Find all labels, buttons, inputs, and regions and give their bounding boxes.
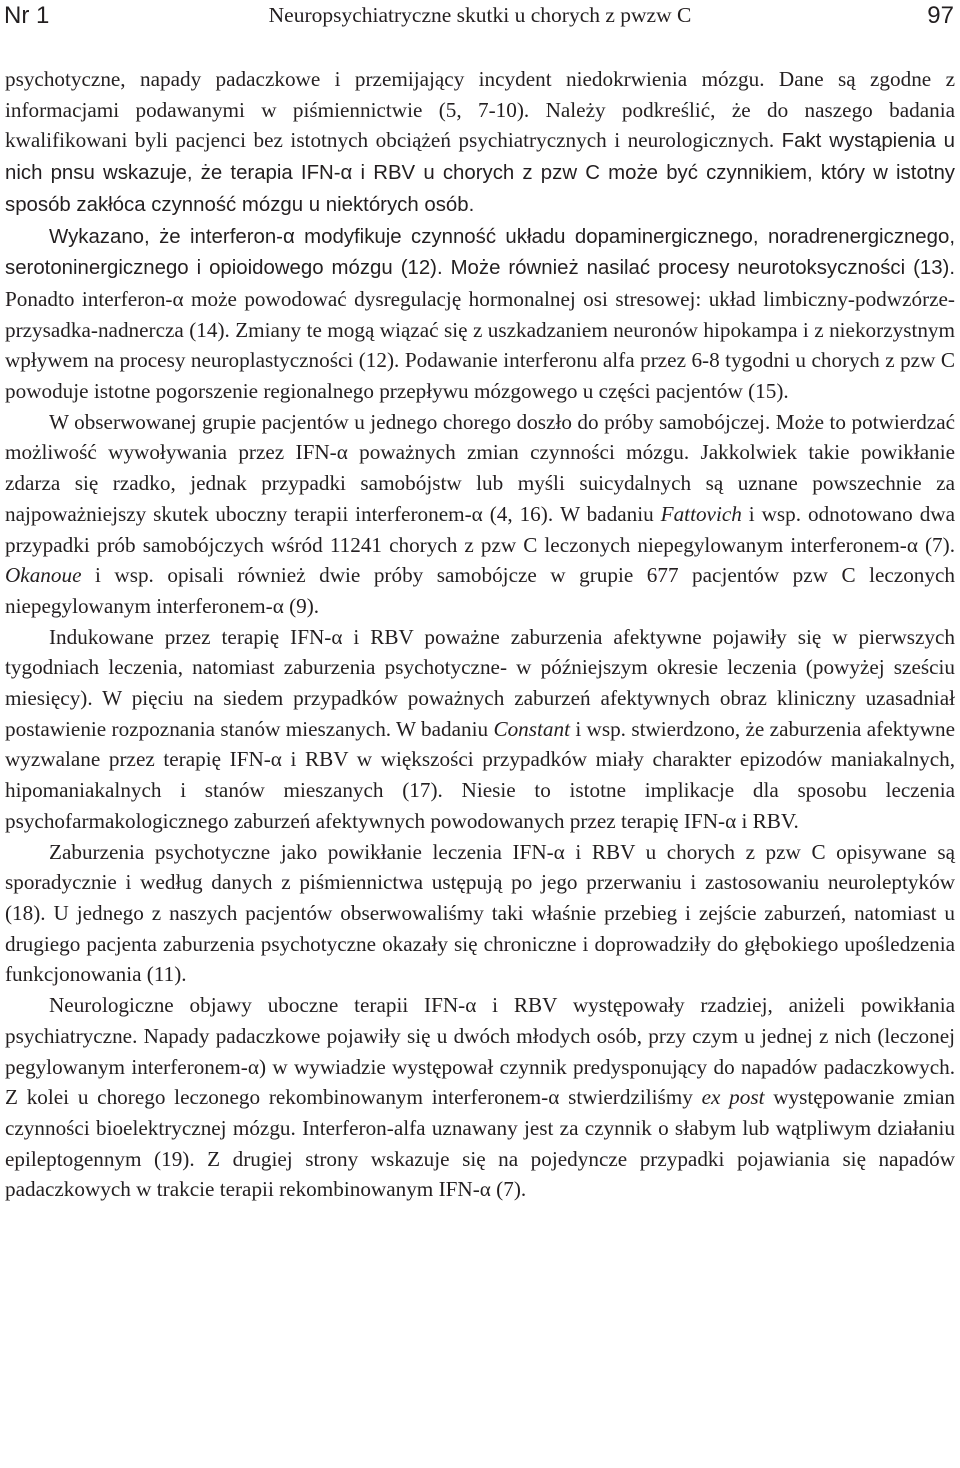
author-name-fattovich: Fattovich	[660, 501, 742, 526]
paragraph-2	[5, 221, 955, 407]
paragraph-4-part-b: i wsp. stwierdzono, że zaburzenia afektywne wyzwalane przez terapię IFN-α i RBV w większości przypadków miały charakter epizodów maniakalnych, hipomaniakalnych i stanów mieszanych (17). Niesie to istotne implikacje dla sposobu leczenia psychofarmakologicznego zaburzeń afektywnych powodowanych przez terapię IFN-α i RBV.	[5, 716, 956, 833]
paragraph-3-part-b: i wsp. odnotowano dwa przypadki prób samobójczych wśród 11241 chorych z pzw C leczonych niepegylowanym interferonem-α (7).	[5, 501, 955, 557]
paragraph-4-part-a: Indukowane przez terapię IFN-α i RBV poważne zaburzenia afektywne pojawiły się w pierwszych tygodniach leczenia, natomiast zaburzenia psychotyczne- w późniejszym okresie leczenia (powyżej sześciu miesięcy). W pięciu na siedem przypadków poważnych zaburzeń afektywnych obraz kliniczny uzasadniał postawienie rozpoznania stanów mieszanych. W badaniu	[5, 624, 955, 741]
paragraph-6	[5, 990, 955, 1205]
article-body	[5, 64, 955, 1205]
paragraph-3-part-a: W obserwowanej grupie pacjentów u jednego chorego doszło do próby samobójczej. Może to potwierdzać możliwość wywoływania przez IFN-α poważnych zmian czynności mózgu. Jakkolwiek takie powikłanie zdarza się rzadko, jednak przypadki samobójstw lub myśli suicydalnych są uznane powszechnie za najpoważniejszy skutek uboczny terapii interferonem-α (4, 16). W badaniu	[5, 409, 955, 526]
running-title: Neuropsychiatryczne skutki u chorych z pwzw C	[268, 3, 692, 27]
page-number: 97	[927, 2, 954, 29]
paragraph-5	[5, 837, 955, 991]
issue-number: Nr 1	[4, 2, 50, 29]
paragraph-2-part-b: Ponadto interferon-α może powodować dysregulację hormonalnej osi stresowej: układ limbiczny-podwzórze-przysadka-nadnercza (14). Zmiany te mogą wiązać się z uszkadzaniem neuronów hipokampa i z niekorzystnym wpływem na procesy neuroplastyczności (12). Podawanie interferonu alfa przez 6-8 tygodni u chorych z pzw C powoduje istotne pogorszenie regionalnego przepływu mózgowego u części pacjentów (15).	[5, 286, 955, 404]
paragraph-1	[5, 64, 955, 221]
paragraph-1-part-a: psychotyczne, napady padaczkowe i przemijający incydent niedokrwienia mózgu. Dane są zgodne z informacjami podawanymi w piśmiennictwie (5, 7-10). Należy podkreślić, że do naszego badania kwalifikowani byli pacjenci bez istotnych obciążeń psychiatrycznych i neurologicznych.	[5, 67, 955, 153]
paragraph-6-part-b: występowanie zmian czynności bioelektrycznej mózgu. Interferon-alfa uznawany jest za czynnik o słabym lub wątpliwym działaniu epileptogennym (19). Z drugiej strony wskazuje się na pojedyncze przypadki pojawiania się napadów padaczkowych w trakcie terapii rekombinowanym IFN-α (7).	[5, 1085, 955, 1202]
author-name-constant: Constant	[493, 716, 570, 741]
paragraph-3-part-c: i wsp. opisali również dwie próby samobójcze w grupie 677 pacjentów pzw C leczonych niepegylowanym interferonem-α (9).	[5, 563, 955, 618]
paragraph-6-part-a: Neurologiczne objawy uboczne terapii IFN-α i RBV występowały rzadziej, aniżeli powikłania psychiatryczne. Napady padaczkowe pojawiły się u dwóch młodych osób, przy czym u jednej z nich (leczonej pegylowanym interferonem-α) w wywiadzie występował czynnik predysponujący do napadów padaczkowych. Z kolei u chorego leczonego rekombinowanym interferonem-α stwierdziliśmy	[5, 993, 955, 1110]
paragraph-1-part-b: Fakt wystąpienia u nich pnsu wskazuje, że terapia IFN-α i RBV u chorych z pzw C może być czynnikiem, który w istotny sposób zakłóca czynność mózgu u niektórych osób.	[5, 130, 955, 216]
running-header	[0, 0, 960, 40]
author-name-okanoue: Okanoue	[5, 563, 82, 588]
latin-phrase: ex post	[701, 1085, 765, 1110]
paragraph-5-text: Zaburzenia psychotyczne jako powikłanie leczenia IFN-α i RBV u chorych z pzw C opisywane są sporadycznie i według danych z piśmiennictwa ustępują po jego przerwaniu i zastosowaniu neuroleptyków (18). U jednego z naszych pacjentów obserwowaliśmy taki właśnie przebieg i zejście zaburzeń, natomiast u drugiego pacjenta zaburzenia psychotyczne okazały się chroniczne i doprowadziły do głębokiego upośledzenia funkcjonowania (11).	[5, 839, 955, 987]
paragraph-2-part-a: Wykazano, że interferon-α modyfikuje czynność układu dopaminergicznego, noradrenergicznego, serotoninergicznego i opioidowego mózgu (12). Może również nasilać procesy neurotoksyczności (13).	[5, 225, 955, 280]
paragraph-4	[5, 622, 955, 837]
paragraph-3	[5, 407, 955, 622]
